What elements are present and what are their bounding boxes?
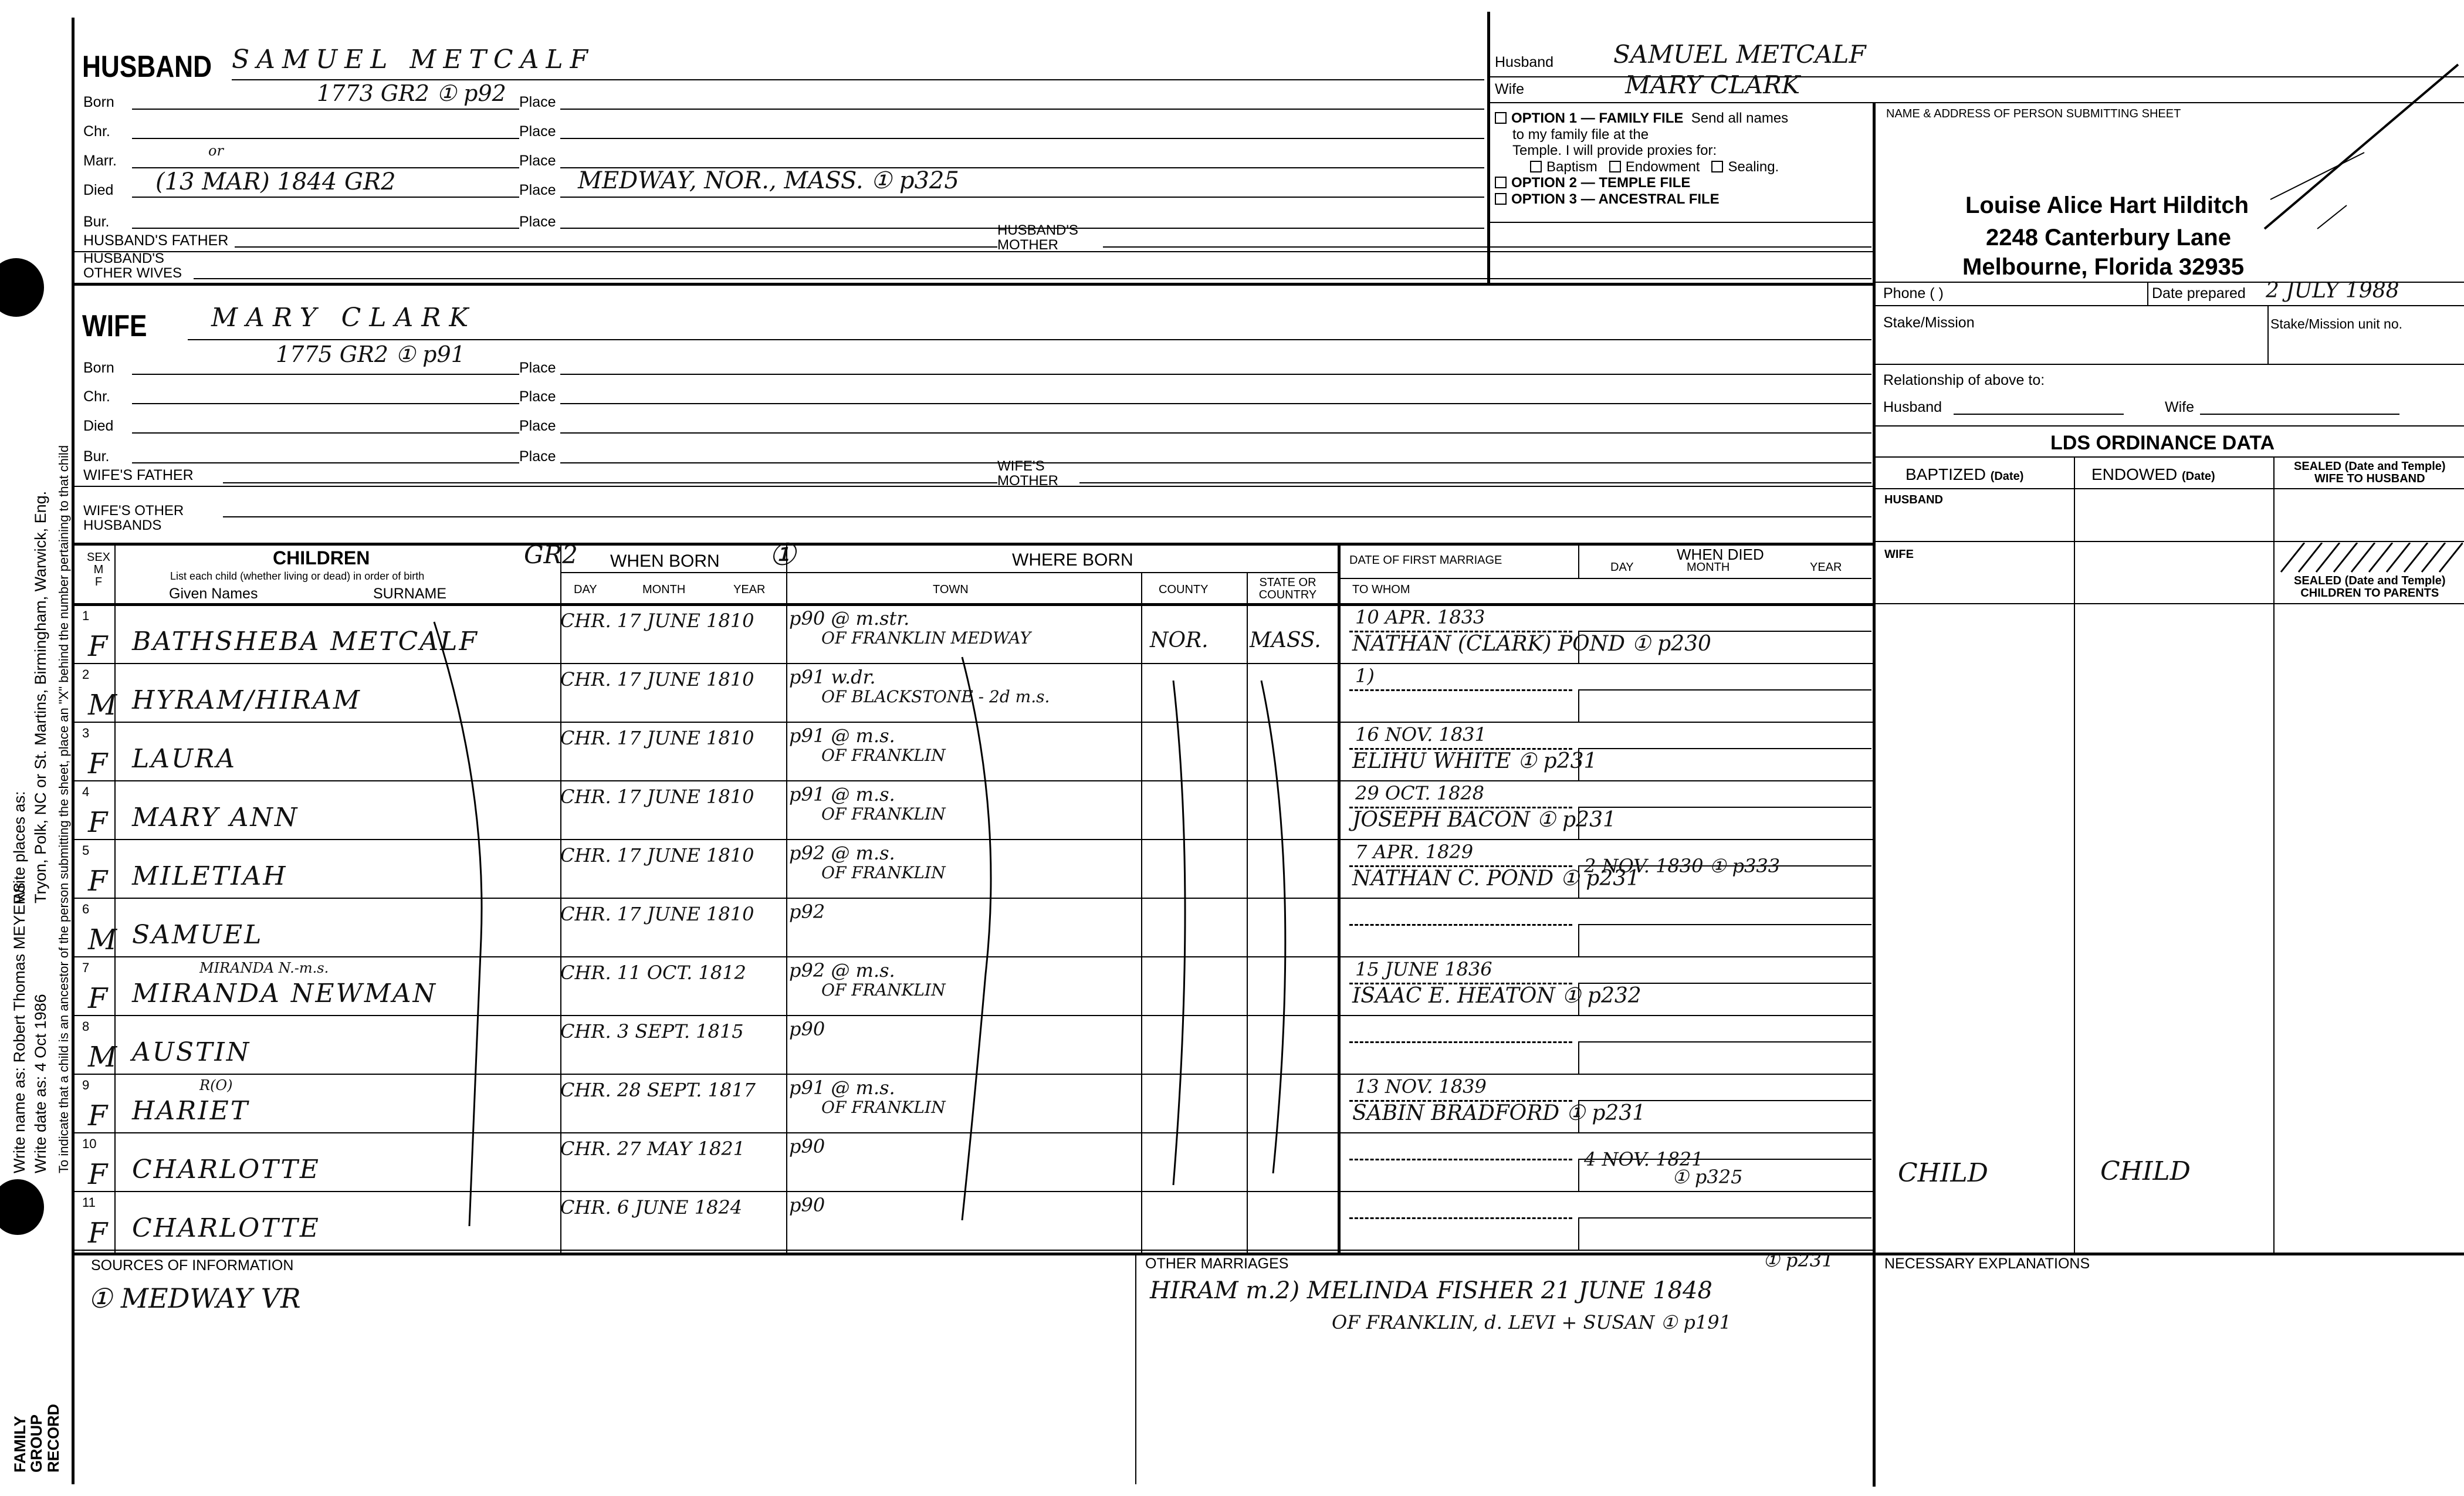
rh-husband-label: Husband [1495, 54, 1554, 70]
margin-instruction-date: Write date as: 4 Oct 1986 [32, 994, 49, 1173]
relationship-label: Relationship of above to: [1883, 372, 2045, 388]
lds-title: LDS ORDINANCE DATA [2050, 432, 2275, 454]
relationship-wife-label: Wife [2165, 399, 2194, 415]
child-marriage-date[interactable]: 16 NOV. 1831 [1355, 723, 1487, 746]
child-number: 9 [82, 1078, 90, 1092]
form-left-border [72, 18, 75, 1484]
child-died[interactable]: 4 NOV. 1821 [1584, 1148, 1704, 1170]
sealing-checkbox[interactable] [1711, 161, 1723, 172]
other-marriages-line2[interactable]: OF FRANKLIN, d. LEVI + SUSAN ① p191 [1332, 1311, 1731, 1333]
child-name[interactable]: MARY ANN [132, 803, 299, 832]
child-number: 6 [82, 902, 90, 916]
lds-child-baptized[interactable]: CHILD [1898, 1158, 1988, 1188]
surname-header: SURNAME [373, 585, 447, 602]
place-label: Place [519, 360, 556, 376]
lds-hatched-cell [2275, 543, 2463, 573]
child-born[interactable]: CHR. 17 JUNE 1810 [560, 610, 754, 632]
submitter-name[interactable]: Louise Alice Hart Hilditch [1965, 192, 2249, 218]
rh-wife-value[interactable]: MARY CLARK [1625, 70, 1800, 99]
child-number: 2 [82, 667, 90, 682]
child-town-note[interactable]: p90 [789, 1194, 825, 1216]
child-county[interactable]: NOR. [1150, 628, 1209, 652]
child-town-note[interactable]: p91 @ m.s. [789, 725, 895, 747]
margin-instruction-places: Write places as: [11, 791, 28, 903]
child-born[interactable]: CHR. 17 JUNE 1810 [560, 668, 754, 691]
proxy-options: Baptism Endowment Sealing. [1495, 159, 1788, 175]
child-marriage-date[interactable]: 29 OCT. 1828 [1355, 782, 1485, 804]
form-title-line: GROUP [28, 1414, 46, 1473]
child-name[interactable]: BATHSHEBA METCALF [132, 627, 479, 656]
child-town-note[interactable]: p90 [789, 1135, 825, 1157]
child-sex[interactable]: F [88, 982, 108, 1015]
husband-name[interactable]: SAMUEL METCALF [232, 45, 595, 75]
county-header: COUNTY [1159, 583, 1209, 596]
submitter-label: NAME & ADDRESS OF PERSON SUBMITTING SHEET [1886, 107, 2181, 120]
place-label: Place [519, 94, 556, 110]
husband-born-label: Born [83, 94, 114, 110]
other-marriages-label: OTHER MARRIAGES [1145, 1255, 1289, 1272]
child-name[interactable]: MILETIAH [132, 861, 287, 891]
child-number: 4 [82, 784, 90, 799]
wife-born-value[interactable]: 1775 GR2 ① p91 [276, 341, 465, 367]
stake-unit-label: Stake/Mission unit no. [2270, 316, 2403, 331]
child-town[interactable]: OF FRANKLIN MEDWAY [821, 628, 1031, 648]
submitter-city[interactable]: Melbourne, Florida 32935 [1962, 254, 2245, 280]
option1-desc3: Temple. I will provide proxies for: [1512, 143, 1717, 159]
child-sex[interactable]: F [88, 747, 108, 780]
child-sex[interactable]: F [88, 1099, 108, 1132]
sex-col-header: SEX M F [87, 551, 111, 588]
husband-died-place[interactable]: MEDWAY, NOR., MASS. ① p325 [578, 167, 959, 194]
child-town-note[interactable]: p90 [789, 1018, 825, 1040]
child-name[interactable]: HYRAM/HIRAM [132, 685, 361, 715]
child-town[interactable]: OF FRANKLIN [821, 746, 946, 765]
punch-hole-bottom [0, 1179, 44, 1235]
place-label: Place [519, 448, 556, 465]
child-sex[interactable]: F [88, 630, 108, 663]
right-panel-border [1873, 102, 1876, 1487]
child-name[interactable]: CHARLOTTE [132, 1155, 320, 1184]
wife-heading: WIFE [82, 309, 147, 343]
died-day-header: DAY [1610, 561, 1634, 574]
child-died[interactable]: 2 NOV. 1830 ① p333 [1584, 855, 1781, 877]
husband-marr-value[interactable]: or [208, 143, 224, 159]
child-spouse[interactable]: SABIN BRADFORD ① p231 [1352, 1101, 1646, 1125]
place-label: Place [519, 182, 556, 198]
child-town[interactable]: OF FRANKLIN [821, 804, 946, 824]
date-prepared-value[interactable]: 2 JULY 1988 [2266, 279, 2399, 303]
husband-born-value[interactable]: 1773 GR2 ① p92 [317, 80, 506, 106]
husband-father-label: HUSBAND'S FATHER [83, 232, 229, 249]
submitter-scribble [2259, 53, 2464, 241]
child-marriage-date[interactable]: 15 JUNE 1836 [1355, 958, 1492, 980]
child-sex[interactable]: F [88, 865, 108, 898]
wife-father-label: WIFE'S FATHER [83, 467, 194, 483]
baptism-checkbox[interactable] [1530, 161, 1542, 172]
born-year-header: YEAR [733, 583, 766, 596]
child-number: 1 [82, 608, 90, 623]
child-born[interactable]: CHR. 27 MAY 1821 [560, 1138, 746, 1160]
children-instructions: List each child (whether living or dead) in order of birth [170, 570, 425, 582]
option3-checkbox[interactable] [1495, 193, 1507, 205]
other-marriages-ref[interactable]: ① p231 [1763, 1249, 1834, 1271]
child-town-note[interactable]: p92 @ m.s. [789, 959, 895, 981]
other-marriages-line1[interactable]: HIRAM m.2) MELINDA FISHER 21 JUNE 1848 [1150, 1277, 1712, 1304]
child-spouse[interactable]: JOSEPH BACON ① p231 [1352, 808, 1616, 832]
child-town[interactable]: OF BLACKSTONE - 2d m.s. [821, 687, 1050, 706]
husband-mother-label: HUSBAND'S MOTHER [997, 222, 1078, 253]
margin-instruction-places-example: Tryon, Polk, NC or St. Martins, Birmingham, Warwick, Eng. [32, 490, 49, 903]
children-heading: CHILDREN [273, 547, 370, 568]
husband-other-wives-label: HUSBAND'S OTHER WIVES [83, 251, 182, 282]
option1-desc2: to my family file at the [1512, 126, 1649, 143]
child-name[interactable]: SAMUEL [132, 920, 263, 950]
child-number: 10 [82, 1136, 97, 1151]
child-name[interactable]: MIRANDA NEWMAN [132, 979, 438, 1008]
child-number: 5 [82, 843, 90, 858]
endowment-checkbox[interactable] [1609, 161, 1621, 172]
sources-value[interactable]: ① MEDWAY VR [88, 1282, 301, 1314]
place-label: Place [519, 153, 556, 169]
lds-husband-label: HUSBAND [1884, 493, 1943, 506]
child-name[interactable]: CHARLOTTE [132, 1213, 320, 1243]
option3-line[interactable]: OPTION 3 — ANCESTRAL FILE [1495, 191, 1788, 208]
when-born-circled: ① [769, 537, 796, 573]
child-name[interactable]: LAURA [132, 744, 236, 774]
lds-endowed-label: ENDOWED (Date) [2091, 465, 2215, 483]
punch-hole-top [0, 258, 44, 317]
child-spouse[interactable]: ELIHU WHITE ① p231 [1352, 749, 1597, 773]
child-marriage-date[interactable]: 1) [1355, 665, 1375, 687]
child-born[interactable]: CHR. 11 OCT. 1812 [560, 962, 746, 984]
when-born-header: WHEN BORN [610, 551, 720, 571]
place-label: Place [519, 214, 556, 230]
child-sex[interactable]: F [88, 806, 108, 839]
child-town-note[interactable]: p91 w.dr. [789, 666, 876, 688]
form-title-line: RECORD [44, 1403, 62, 1473]
form-title [12, 1404, 62, 1473]
right-header-divider [1487, 12, 1490, 285]
child-marriage-date[interactable]: 10 APR. 1833 [1355, 606, 1485, 628]
given-names-header: Given Names [169, 585, 258, 602]
lds-baptized-label: BAPTIZED (Date) [1905, 465, 2024, 483]
child-number: 7 [82, 960, 90, 975]
lds-wife-label: WIFE [1884, 548, 1914, 561]
town-header: TOWN [933, 583, 969, 596]
wife-mother-label: WIFE'S MOTHER [997, 458, 1058, 489]
child-born[interactable]: CHR. 17 JUNE 1810 [560, 903, 754, 925]
died-month-header: MONTH [1687, 561, 1730, 574]
child-sex[interactable]: F [88, 1217, 108, 1250]
child-number: 11 [82, 1195, 96, 1210]
child-died-ref[interactable]: ① p325 [1672, 1166, 1743, 1188]
child-born[interactable]: CHR. 17 JUNE 1810 [560, 786, 754, 808]
child-town-note[interactable]: p91 @ m.s. [789, 783, 895, 805]
lds-sealed-children-label: SEALED (Date and Temple) CHILDREN TO PARENTS [2294, 574, 2446, 600]
phone-label: Phone ( ) [1883, 285, 1944, 302]
child-born[interactable]: CHR. 28 SEPT. 1817 [560, 1079, 756, 1101]
date-prepared-label: Date prepared [2152, 285, 2246, 302]
child-town-note[interactable]: p91 @ m.s. [789, 1077, 895, 1099]
child-town[interactable]: OF FRANKLIN [821, 980, 946, 1000]
child-name-note[interactable]: MIRANDA N.-m.s. [199, 960, 329, 976]
first-marriage-header: DATE OF FIRST MARRIAGE [1349, 554, 1502, 567]
born-day-header: DAY [574, 583, 597, 596]
child-town-note[interactable]: p92 @ m.s. [789, 842, 895, 864]
husband-bur-label: Bur. [83, 214, 110, 230]
child-born[interactable]: CHR. 17 JUNE 1810 [560, 844, 754, 867]
child-spouse[interactable]: NATHAN C. POND ① p231 [1352, 867, 1640, 891]
child-town[interactable]: OF FRANKLIN [821, 863, 946, 882]
relationship-husband-label: Husband [1883, 399, 1942, 415]
to-whom-header: TO WHOM [1352, 583, 1410, 596]
place-label: Place [519, 418, 556, 434]
child-sex[interactable]: M [88, 923, 117, 956]
child-town-note[interactable]: p92 [789, 901, 825, 923]
form-title-line: FAMILY [11, 1416, 29, 1473]
option2-checkbox[interactable] [1495, 177, 1507, 188]
child-spouse[interactable]: NATHAN (CLARK) POND ① p230 [1352, 632, 1711, 656]
child-born[interactable]: CHR. 6 JUNE 1824 [560, 1196, 743, 1219]
wife-died-label: Died [83, 418, 114, 434]
wife-name[interactable]: MARY CLARK [211, 303, 477, 333]
lds-child-endowed[interactable]: CHILD [2100, 1156, 2191, 1186]
submitter-street[interactable]: 2248 Canterbury Lane [1986, 225, 2231, 251]
wife-chr-label: Chr. [83, 388, 110, 405]
child-born[interactable]: CHR. 3 SEPT. 1815 [560, 1020, 744, 1043]
died-year-header: YEAR [1810, 561, 1842, 574]
when-died-header: WHEN DIED [1677, 546, 1764, 563]
husband-marr-label: Marr. [83, 153, 117, 169]
state-header: STATE OR COUNTRY [1258, 576, 1317, 601]
child-name-note[interactable]: R(O) [199, 1077, 233, 1094]
husband-died-value[interactable]: (13 MAR) 1844 GR2 [155, 168, 396, 195]
lds-sealed-wife-label: SEALED (Date and Temple) WIFE TO HUSBAND [2294, 460, 2446, 485]
child-name[interactable]: AUSTIN [132, 1037, 251, 1067]
ditto-brackets [411, 607, 1349, 1255]
child-name[interactable]: HARIET [132, 1096, 250, 1126]
stake-label: Stake/Mission [1883, 314, 1975, 331]
sources-label: SOURCES OF INFORMATION [91, 1257, 294, 1274]
child-state[interactable]: MASS. [1250, 628, 1321, 652]
option2-line[interactable]: OPTION 2 — TEMPLE FILE [1495, 175, 1788, 191]
child-sex[interactable]: M [88, 689, 117, 722]
wife-born-label: Born [83, 360, 114, 376]
child-born[interactable]: CHR. 17 JUNE 1810 [560, 727, 754, 749]
place-label: Place [519, 388, 556, 405]
child-marriage-date[interactable]: 7 APR. 1829 [1355, 841, 1474, 863]
child-number: 3 [82, 726, 90, 740]
child-sex[interactable]: M [88, 1041, 117, 1074]
margin-instruction-ancestor: To indicate that a child is an ancestor of the person submitting the sheet, place an "X" behind the number pertaining to that child [56, 445, 71, 1173]
option1-checkbox[interactable] [1495, 112, 1507, 124]
child-sex[interactable]: F [88, 1158, 108, 1191]
option1 [1495, 110, 1788, 208]
child-spouse[interactable]: ISAAC E. HEATON ① p232 [1352, 984, 1641, 1008]
margin-instruction-name: Write name as: Robert Thomas MEYERS [11, 882, 28, 1173]
option1-line[interactable]: OPTION 1 — FAMILY FILE Send all names [1495, 110, 1788, 127]
child-town-note[interactable]: p90 @ m.str. [789, 607, 910, 629]
born-month-header: MONTH [642, 583, 686, 596]
child-town[interactable]: OF FRANKLIN [821, 1098, 946, 1117]
rh-husband-value[interactable]: SAMUEL METCALF [1613, 40, 1866, 69]
child-number: 8 [82, 1019, 90, 1034]
husband-heading: HUSBAND [82, 50, 212, 84]
necessary-explanations-label: NECESSARY EXPLANATIONS [1884, 1255, 2090, 1272]
wife-other-husbands-label: WIFE'S OTHER HUSBANDS [83, 503, 184, 534]
where-born-header: WHERE BORN [1012, 550, 1133, 570]
rh-wife-label: Wife [1495, 81, 1524, 97]
husband-chr-label: Chr. [83, 123, 110, 140]
child-marriage-date[interactable]: 13 NOV. 1839 [1355, 1075, 1487, 1098]
wife-bur-label: Bur. [83, 448, 110, 465]
husband-died-label: Died [83, 182, 114, 198]
gr2-marker: GR2 [524, 540, 578, 569]
place-label: Place [519, 123, 556, 140]
